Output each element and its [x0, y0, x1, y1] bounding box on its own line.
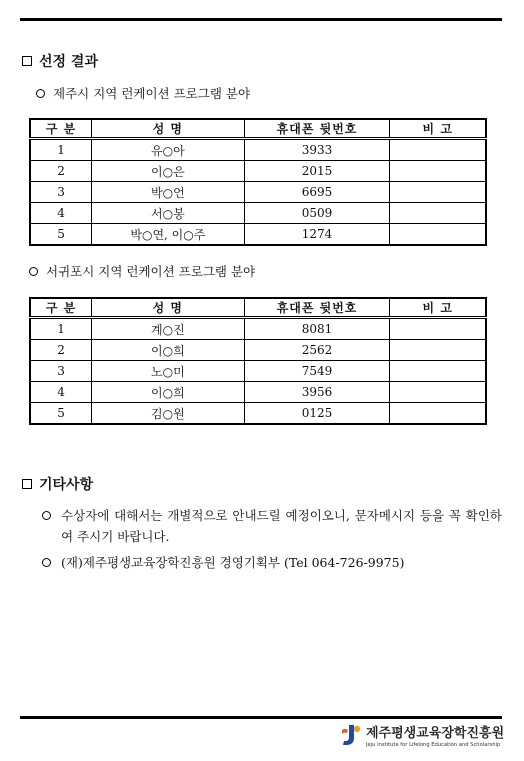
- table-row: [30, 182, 486, 203]
- column-header: 성 명: [92, 298, 244, 318]
- column-header: 비 고: [390, 119, 486, 139]
- table-row: [30, 382, 486, 403]
- section-heading-results: [22, 51, 98, 71]
- cell-name: 박○언: [92, 182, 244, 203]
- cell-name: 이○희: [92, 382, 244, 403]
- notes-list: [42, 505, 502, 573]
- column-header: 휴대폰 뒷번호: [244, 119, 390, 139]
- note-text: 수상자에 대해서는 개별적으로 안내드릴 예정이오니, 문자메시지 등을 꼭 확인하여 주시기 바랍니다.: [61, 508, 502, 544]
- cell-name: 박○연, 이○주: [92, 224, 244, 246]
- cell-number: 2: [30, 340, 92, 361]
- cell-phone: 8081: [244, 318, 390, 340]
- org-name: 제주평생교육장학진흥원: [366, 726, 505, 741]
- top-rule: [20, 18, 502, 21]
- cell-phone: 1274: [244, 224, 390, 246]
- circle-bullet-icon: [42, 511, 51, 520]
- note-text: (재)제주평생교육장학진흥원 경영기획부 (Tel 064-726-9975): [61, 555, 405, 570]
- cell-remark: [390, 161, 486, 182]
- org-emblem-icon: [340, 723, 362, 747]
- column-header: 휴대폰 뒷번호: [244, 298, 390, 318]
- bottom-rule: [20, 716, 502, 719]
- cell-number: 4: [30, 203, 92, 224]
- cell-number: 1: [30, 318, 92, 340]
- cell-number: 5: [30, 403, 92, 425]
- note-item: [42, 505, 502, 547]
- cell-number: 3: [30, 182, 92, 203]
- circle-bullet-icon: [29, 267, 38, 276]
- column-header: 성 명: [92, 119, 244, 139]
- footer-logo: [340, 722, 504, 748]
- cell-number: 5: [30, 224, 92, 246]
- cell-name: 이○은: [92, 161, 244, 182]
- table-row: [30, 203, 486, 224]
- section-title: 기타사항: [39, 477, 94, 493]
- table-row: [30, 139, 486, 161]
- cell-number: 4: [30, 382, 92, 403]
- column-header: 구 분: [30, 298, 92, 318]
- cell-remark: [390, 182, 486, 203]
- cell-remark: [390, 139, 486, 161]
- cell-phone: 2562: [244, 340, 390, 361]
- cell-name: 계○진: [92, 318, 244, 340]
- cell-number: 1: [30, 139, 92, 161]
- column-header: 비 고: [390, 298, 486, 318]
- table-row: [30, 403, 486, 425]
- cell-name: 유○아: [92, 139, 244, 161]
- cell-name: 노○미: [92, 361, 244, 382]
- results-table-jeju-city: [29, 118, 487, 246]
- cell-phone: 3933: [244, 139, 390, 161]
- square-bullet-icon: [22, 56, 32, 66]
- circle-bullet-icon: [42, 558, 51, 567]
- column-header: 구 분: [30, 119, 92, 139]
- cell-remark: [390, 340, 486, 361]
- cell-remark: [390, 382, 486, 403]
- cell-name: 김○원: [92, 403, 244, 425]
- cell-remark: [390, 361, 486, 382]
- cell-remark: [390, 318, 486, 340]
- cell-remark: [390, 224, 486, 246]
- table-row: [30, 224, 486, 246]
- cell-number: 2: [30, 161, 92, 182]
- table-row: [30, 161, 486, 182]
- note-item: [42, 552, 502, 573]
- footer-org-text: [366, 722, 504, 748]
- cell-number: 3: [30, 361, 92, 382]
- group-title-text: 제주시 지역 런케이션 프로그램 분야: [53, 86, 251, 101]
- cell-phone: 7549: [244, 361, 390, 382]
- cell-phone: 0125: [244, 403, 390, 425]
- group-title-seogwipo-city: [29, 262, 255, 280]
- cell-phone: 3956: [244, 382, 390, 403]
- cell-remark: [390, 203, 486, 224]
- cell-phone: 2015: [244, 161, 390, 182]
- table-row: [30, 361, 486, 382]
- org-name-english: Jeju Institute for Lifelong Education and Scholarship: [366, 742, 501, 748]
- results-table-seogwipo-city: [29, 297, 487, 425]
- cell-phone: 0509: [244, 203, 390, 224]
- group-title-jeju-city: [36, 84, 250, 102]
- cell-name: 이○희: [92, 340, 244, 361]
- section-title: 선정 결과: [39, 54, 98, 70]
- table-row: [30, 340, 486, 361]
- group-title-text: 서귀포시 지역 런케이션 프로그램 분야: [46, 264, 256, 279]
- circle-bullet-icon: [36, 89, 45, 98]
- square-bullet-icon: [22, 479, 32, 489]
- cell-remark: [390, 403, 486, 425]
- section-heading-misc: [22, 474, 93, 494]
- cell-name: 서○봉: [92, 203, 244, 224]
- cell-phone: 6695: [244, 182, 390, 203]
- table-row: [30, 318, 486, 340]
